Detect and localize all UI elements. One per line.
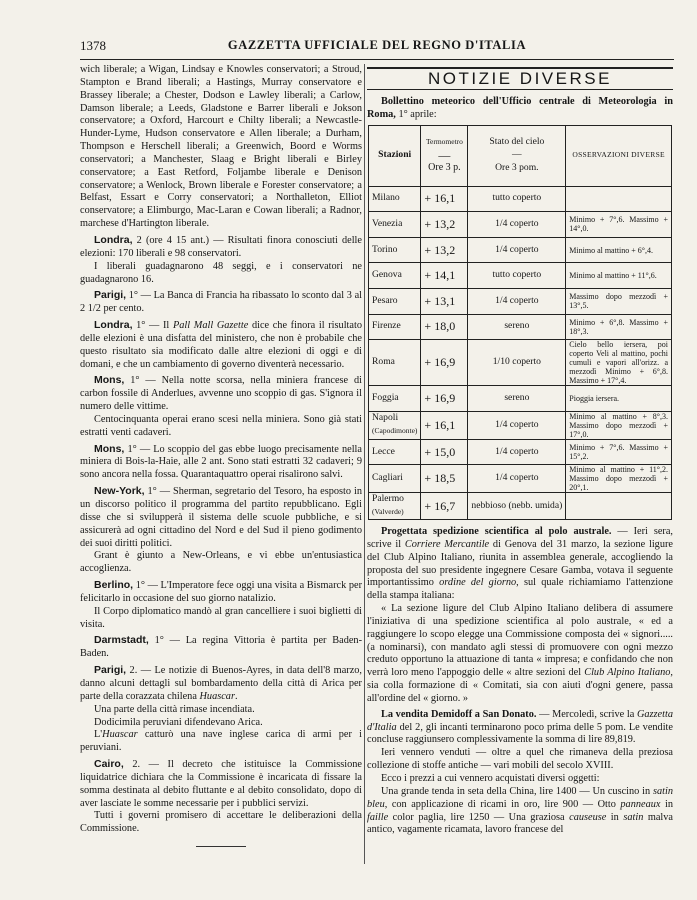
sky-state-cell: 1/4 coperto: [468, 237, 566, 263]
temperature-cell: + 16,1: [421, 186, 468, 212]
news-cairo-cont: Tutti i governi promisero di accettare le deliberazioni della Commissione.: [80, 810, 362, 835]
temperature-cell: + 15,0: [421, 439, 468, 465]
station-cell: Napoli (Capodimonte): [369, 411, 421, 439]
news-new-york: New-York, 1° — Sherman, segretario del Tesoro, ha esposto in un discorso politico il programma del partito repubblicano. Egli disse che si svilupperà il sistema delle scuole pubbliche, e si assicurerà ad ogni cittadino del Nord e del Sud il pieno godimento dei suoi diritti politici.: [80, 485, 362, 549]
table-row: [369, 439, 672, 465]
table-row: [369, 186, 672, 212]
place-name: Darmstadt,: [94, 634, 149, 647]
observations-cell: Minimo + 7°,6. Massimo + 14°,0.: [566, 212, 672, 238]
sky-state-cell: sereno: [468, 314, 566, 340]
observations-cell: Minimo al mattino + 6°,4.: [566, 237, 672, 263]
news-londra-1-cont: I liberali guadagnarono 48 seggi, e i conservatori ne guadagnarono 16.: [80, 260, 362, 285]
sky-state-cell: nebbioso (nebb. umida): [468, 493, 566, 520]
news-parigi-2-cont: Dodicimila peruviani difendevano Arica.: [94, 716, 263, 728]
sky-state-cell: 1/4 coperto: [468, 212, 566, 238]
news-berlino: Berlino, 1° — L'Imperatore fece oggi una visita a Bismarck per felicitarlo in occasione del suo giorno natalizio.: [80, 579, 362, 604]
place-name: Berlino,: [94, 579, 134, 592]
news-londra-2: Londra, 1° — Il Pall Mall Gazette dice che finora il risultato delle elezioni è una disfatta del ministero, che non è probabile che questo risultato sia modificato dalle altre elezioni di oggi e di domani, e che un cambiamento di governo diventerà necessario.: [80, 319, 363, 370]
observations-cell: Minimo al mattino + 8°,3. Massimo dopo mezzodì + 17°,0.: [566, 411, 672, 439]
bollettino-heading: Bollettino meteorico dell'Ufficio centrale di Meteorologia in Roma, 1° aprile:: [367, 95, 673, 120]
table-row: [369, 411, 672, 439]
news-new-york-cont: Grant è giunto a New-Orleans, e vi ebbe un'entusiastica accoglienza.: [80, 550, 362, 575]
station-cell: Venezia: [369, 212, 421, 238]
observations-cell: [566, 186, 672, 212]
temperature-cell: + 16,1: [421, 411, 468, 439]
place-name: Parigi,: [94, 289, 127, 302]
place-name: New-York,: [94, 485, 145, 498]
temperature-cell: + 13,2: [421, 212, 468, 238]
table-row: [369, 263, 672, 289]
news-berlino-cont: Il Corpo diplomatico mandò al gran cancelliere i suoi biglietti di visita.: [80, 605, 362, 630]
vendita-cont: Una grande tenda in seta della China, lire 1400 — Un cuscino in satin bleu, con applicazione di ricami in oro, lire 900 — Otto panneaux in faille color paglia, lire 1250 — Una graziosa causeuse in satin malva antico, vagamente ricamata, lavoro francese del: [367, 785, 674, 836]
newspaper-title: GAZZETTA UFFICIALE DEL REGNO D'ITALIA: [227, 38, 527, 52]
place-name: Mons,: [94, 442, 125, 455]
station-cell: Torino: [369, 237, 421, 263]
section-title: NOTIZIE DIVERSE: [367, 67, 673, 90]
news-parigi-2: Parigi, 2. — Le notizie di Buenos-Ayres, in data dell'8 marzo, danno alcuni dettagli sul bombardamento della città di Arica per parte della corazzata chilena Huascar.: [80, 664, 362, 702]
election-results-text: wich liberale; a Wigan, Lindsay e Knowles conservatori; a Stroud, Stampton e Brand liberali; a Hastings, Murray conservatore e Brassey liberale; a Chester, Dodson e Lawley liberali; a Carlow, Damson liberale; a Leeds, Gladstone e Barrer liberali e Jokson conservatore; a Oxford, Harcourt e Chilty liberali; a Newcastle-Hunder-Lyme, Hudson conservatore e Allen liberale; a Durham, Thompson e Herschell liberali; a Greenwich, Boord e Worms conservatori; a Manchester, Slaag e Bright liberali e Birley conservatore; a East Retford, Foljambe liberale e Denison conservatore; a Wenlock, Brown liberale e Forester conservatore; a Belfast, Essart e Corry conservatori; a Northalleton, Elliot conservatore; a Elimburgo, Mac-Laran e Cowan liberali; a Radnor, marchese d'Hartington liberale.: [80, 64, 362, 230]
observations-cell: [566, 493, 672, 520]
table-row: [369, 314, 672, 340]
temperature-cell: + 13,2: [421, 237, 468, 263]
temperature-cell: + 18,5: [421, 465, 468, 493]
place-name: Mons,: [94, 374, 125, 387]
sky-state-cell: 1/10 coperto: [468, 340, 566, 386]
temperature-cell: + 16,9: [421, 386, 468, 412]
left-column: [80, 64, 362, 847]
news-mons-1-cont: Centocinquanta operai erano scesi nella miniera. Sono già stati estratti venti cadaveri.: [80, 413, 362, 438]
sky-state-cell: tutto coperto: [468, 186, 566, 212]
news-parigi-2-cont: L'Huascar catturò una nave inglese carica di armi per i peruviani.: [80, 729, 362, 754]
table-row: [369, 212, 672, 238]
header-osservazioni: OSSERVAZIONI DIVERSE: [566, 125, 672, 186]
vendita-cont: Ieri vennero venduti — oltre a quel che rimaneva della preziosa collezione di stoffe antiche — vari mobili del secolo XVIII.: [367, 747, 673, 772]
vendita-article: La vendita Demidoff a San Donato. — Mercoledì, scrive la Gazzetta d'Italia del 2, gli incanti terminarono poco prima delle 5 pom. Le vendite concluse raggiunsero complessivamente la somma di lire 89,819.: [367, 708, 673, 746]
place-name: Cairo,: [94, 758, 124, 771]
news-londra-1: Londra, 2 (ore 4 15 ant.) — Risultati finora conosciuti delle elezioni: 170 liberali e 98 conservatori.: [80, 233, 362, 259]
header-stato-cielo: Stato del cielo — Ore 3 pom.: [468, 125, 566, 186]
station-cell: Cagliari: [369, 465, 421, 493]
temperature-cell: + 18,0: [421, 314, 468, 340]
temperature-cell: + 16,7: [421, 493, 468, 520]
station-cell: Palermo (Valverde): [369, 493, 421, 520]
observations-cell: Minimo + 6°,8. Massimo + 18°,3.: [566, 314, 672, 340]
station-cell: Foggia: [369, 386, 421, 412]
place-name: Londra,: [94, 319, 133, 332]
sky-state-cell: sereno: [468, 386, 566, 412]
news-parigi-1: Parigi, 1° — La Banca di Francia ha ribassato lo sconto dal 3 al 2 1/2 per cento.: [80, 289, 362, 315]
news-mons-1: Mons, 1° — Nella notte scorsa, nella miniera francese di carbon fossile di Anderlues, avvenne uno scoppio di gas. S'ignora il numero delle vittime.: [80, 374, 362, 413]
header-rule: [80, 59, 674, 60]
section-end-rule: [196, 846, 246, 847]
table-row: [369, 493, 672, 520]
page-header: [80, 38, 674, 56]
observations-cell: Minimo al mattino + 11°,2. Massimo dopo mezzodì + 20°,1.: [566, 465, 672, 493]
vendita-cont: Ecco i prezzi a cui vennero acquistati diversi oggetti:: [381, 773, 600, 784]
station-cell: Genova: [369, 263, 421, 289]
station-cell: Milano: [369, 186, 421, 212]
station-cell: Pesaro: [369, 288, 421, 314]
table-row: [369, 340, 672, 386]
news-mons-2: Mons, 1° — Lo scoppio del gas ebbe luogo precisamente nella miniera di Bois-la-Haie, alle 2 ant. Sono stati estratti 32 cadaveri; 9 sono ancora nella fossa. Quarantaquattro operai risalirono salvi.: [80, 442, 362, 481]
station-cell: Lecce: [369, 439, 421, 465]
table-row: [369, 465, 672, 493]
news-cairo: Cairo, 2. — Il decreto che istituisce la Commissione liquidatrice dichiara che la Commissione è incaricata di fissare la somma destinata al debito fluttante e al debito consolidato, dopo di aver lasciate le somme necessarie per i pubblici servizi.: [80, 758, 362, 809]
spedizione-article: Progettata spedizione scientifica al polo australe. — Ieri sera, scrive il Corriere Mercantile di Genova del 31 marzo, la sezione ligure del Club Alpino Italiano, riunita in assemblea generale, accogliendo la proposta del suo presidente ingegnere Cesare Gamba, votava il seguente importantissimo ordine del giorno, sul quale richiamiamo l'attenzione della stampa italiana:: [367, 525, 673, 602]
sky-state-cell: 1/4 coperto: [468, 465, 566, 493]
observations-cell: Pioggia iersera.: [566, 386, 672, 412]
table-row: [369, 288, 672, 314]
observations-cell: Cielo bello iersera, poi coperto Veli al mattino, pochi cumuli e vapori all'orizz. a mezzodì Minimo + 6°,8. Massimo + 17°,4.: [566, 340, 672, 386]
column-divider: [364, 64, 365, 864]
sky-state-cell: 1/4 coperto: [468, 411, 566, 439]
sky-state-cell: 1/4 coperto: [468, 288, 566, 314]
table-header-row: [369, 125, 672, 186]
observations-cell: Massimo dopo mezzodì + 13°,5.: [566, 288, 672, 314]
header-termometro: Termometro — Ore 3 p.: [421, 125, 468, 186]
right-column: [367, 64, 673, 837]
temperature-cell: + 13,1: [421, 288, 468, 314]
observations-cell: Minimo al mattino + 11°,6.: [566, 263, 672, 289]
sky-state-cell: tutto coperto: [468, 263, 566, 289]
table-row: [369, 237, 672, 263]
page-number: 1378: [80, 38, 106, 53]
observations-cell: Minimo + 7°,6. Massimo + 15°,2.: [566, 439, 672, 465]
temperature-cell: + 14,1: [421, 263, 468, 289]
header-stazioni: Stazioni: [369, 125, 421, 186]
temperature-cell: + 16,9: [421, 340, 468, 386]
station-cell: Roma: [369, 340, 421, 386]
ordine-del-giorno-quote: « La sezione ligure del Club Alpino Italiano delibera di assumere l'iniziativa di una spedizione scientifica al polo australe, « ed a raggiungere lo scopo elegge una Commissione composta dei « signori..... (a nominarsi), con mandato agli stessi di promuovere con ogni mezzo creduto opportuno la attuazione di tanta « impresa; e confidando che non verrà loro meno l'appoggio delle « altre sezioni del Club Alpino Italiano, sia colla formazione di « Comitati, sia con aiuti d'ogni genere, passa all'ordine del « giorno. »: [367, 603, 673, 704]
weather-table: [368, 125, 672, 520]
sky-state-cell: 1/4 coperto: [468, 439, 566, 465]
news-darmstadt: Darmstadt, 1° — La regina Vittoria è partita per Baden-Baden.: [80, 634, 362, 660]
news-parigi-2-cont: Una parte della città rimase incendiata.: [94, 703, 255, 715]
place-name: Londra,: [94, 233, 133, 246]
place-name: Parigi,: [94, 664, 127, 677]
table-row: [369, 386, 672, 412]
station-cell: Firenze: [369, 314, 421, 340]
